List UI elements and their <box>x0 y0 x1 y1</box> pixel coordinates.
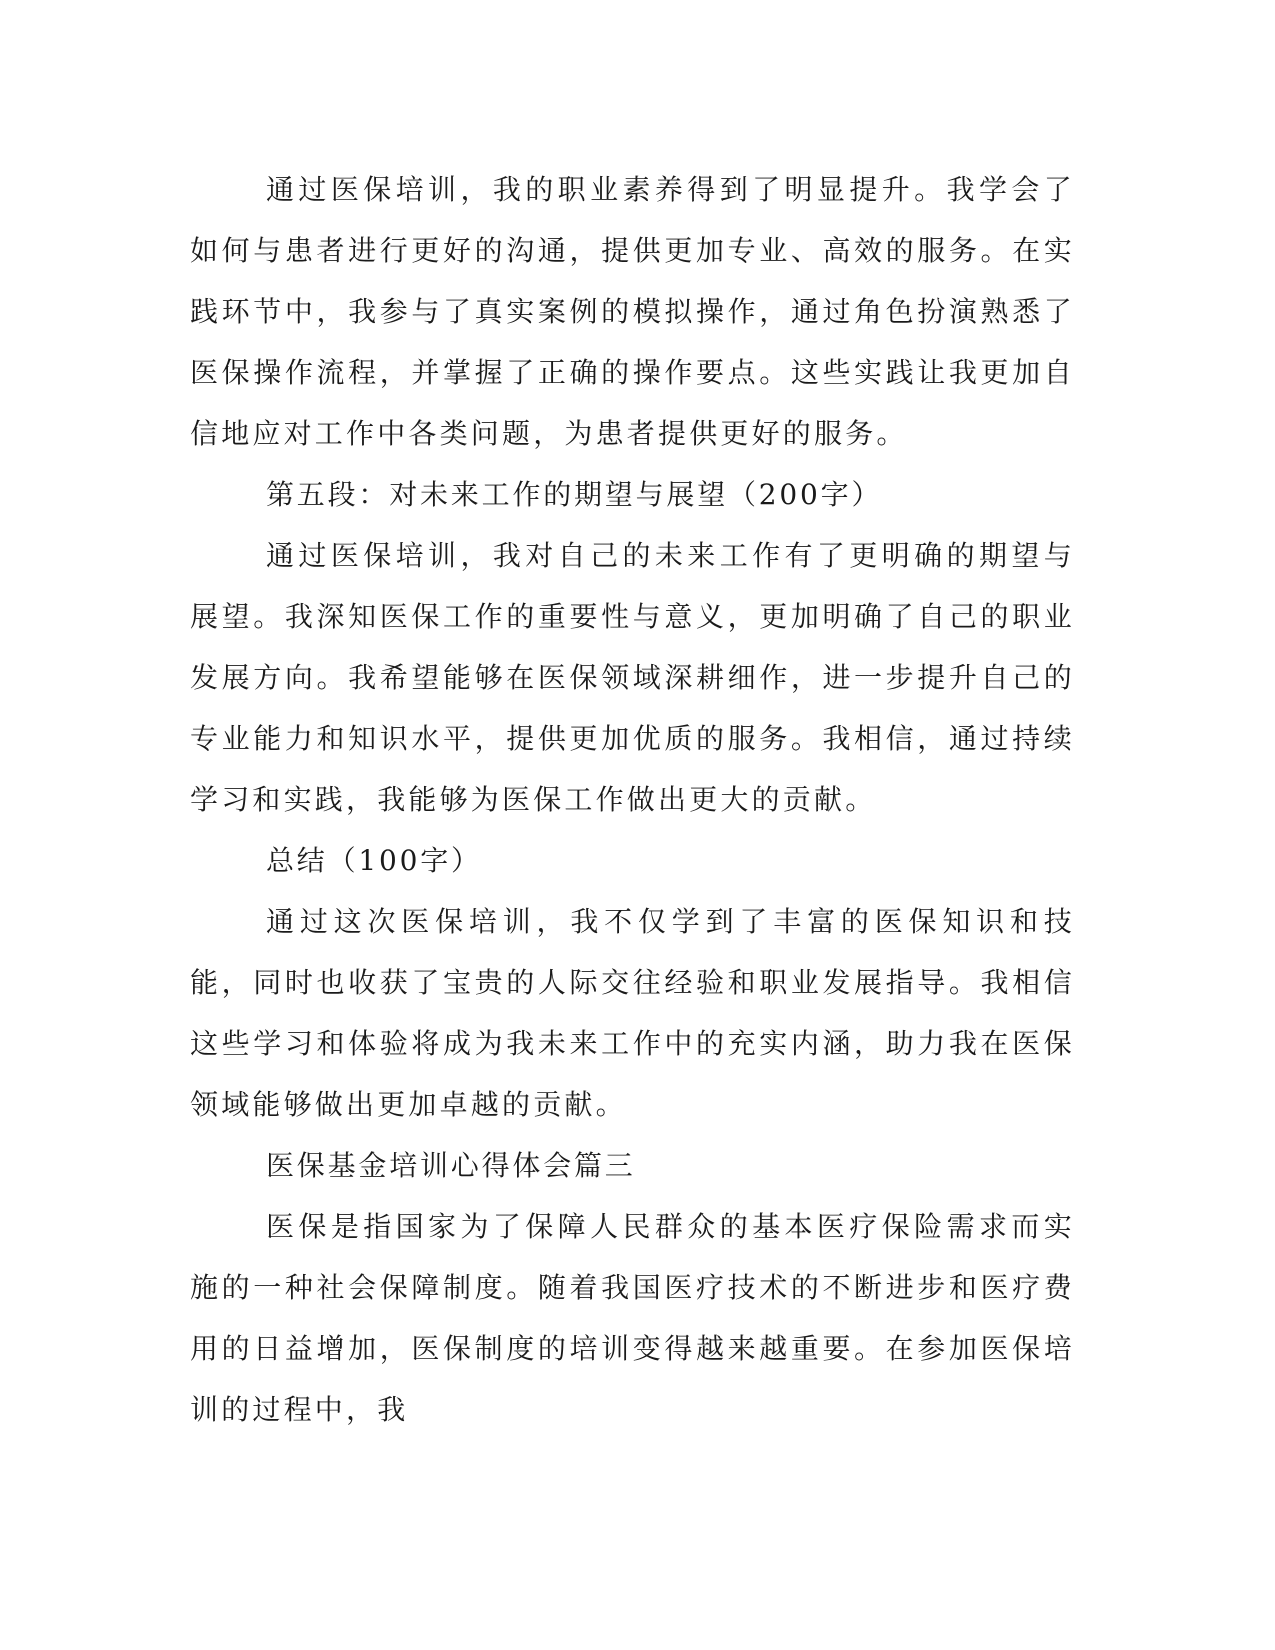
section-heading-summary: 总结（100字） <box>266 844 482 877</box>
paragraph-medical-insurance-intro: 医保是指国家为了保障人民群众的基本医疗保险需求而实施的一种社会保障制度。随着我国医疗技术的不断进步和医疗费用的日益增加，医保制度的培训变得越来越重要。在参加医保培训的过程中，我 <box>190 1210 1075 1426</box>
paragraph-career-literacy: 通过医保培训，我的职业素养得到了明显提升。我学会了如何与患者进行更好的沟通，提供更加专业、高效的服务。在实践环节中，我参与了真实案例的模拟操作，通过角色扮演熟悉了医保操作流程，并掌握了正确的操作要点。这些实践让我更加自信地应对工作中各类问题，为患者提供更好的服务。 <box>190 173 1075 450</box>
section-heading-future-expectations: 第五段：对未来工作的期望与展望（200字） <box>266 478 883 511</box>
article-title-part-three: 医保基金培训心得体会篇三 <box>266 1149 636 1182</box>
document-body <box>190 159 1075 1440</box>
paragraph-summary: 通过这次医保培训，我不仅学到了丰富的医保知识和技能，同时也收获了宝贵的人际交往经验和职业发展指导。我相信这些学习和体验将成为我未来工作中的充实内涵，助力我在医保领域能够做出更加卓越的贡献。 <box>190 905 1075 1121</box>
paragraph-future-expectations: 通过医保培训，我对自己的未来工作有了更明确的期望与展望。我深知医保工作的重要性与意义，更加明确了自己的职业发展方向。我希望能够在医保领域深耕细作，进一步提升自己的专业能力和知识水平，提供更加优质的服务。我相信，通过持续学习和实践，我能够为医保工作做出更大的贡献。 <box>190 539 1075 816</box>
